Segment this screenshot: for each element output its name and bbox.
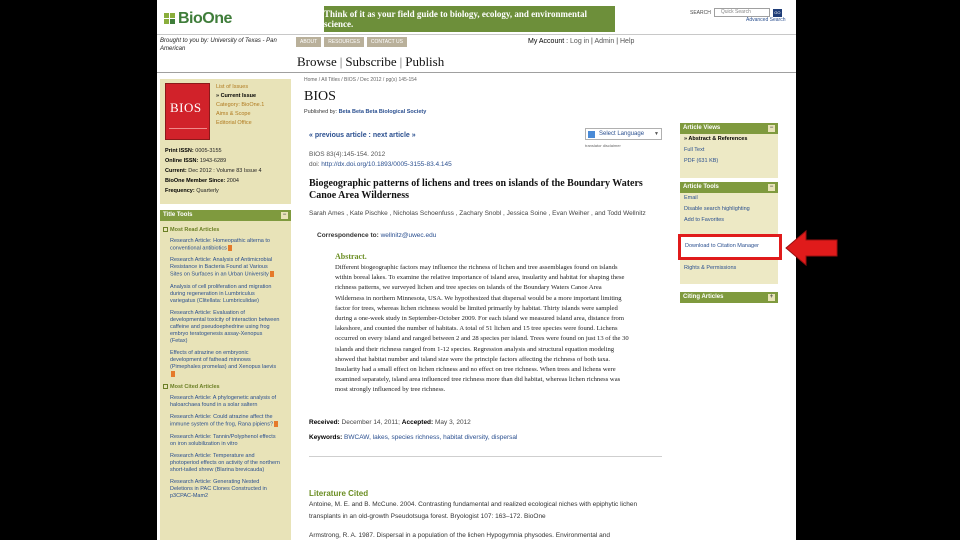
list-item[interactable] xyxy=(160,310,291,345)
logo-mark-icon xyxy=(164,13,176,25)
literature-cited-header: Literature Cited xyxy=(309,489,369,498)
correspondence-label: Correspondence to: xyxy=(317,232,379,239)
pdf-link[interactable]: PDF (631 KB) xyxy=(684,158,719,164)
article-tools-title: Article Tools xyxy=(683,184,719,190)
quick-search xyxy=(690,8,782,17)
google-translate-icon xyxy=(588,131,595,138)
help-link[interactable]: Help xyxy=(620,38,635,45)
next-article-link[interactable]: next article » xyxy=(372,132,416,139)
title-tools-title: Title Tools xyxy=(163,212,193,218)
disable-highlighting-link[interactable]: Disable search highlighting xyxy=(684,206,750,212)
select-language-dropdown[interactable] xyxy=(585,128,662,140)
category-link[interactable]: Category: BioOne.1 xyxy=(216,102,265,108)
article-dates xyxy=(309,419,471,426)
article-views-header[interactable] xyxy=(680,123,778,134)
editorial-office-link[interactable]: Editorial Office xyxy=(216,120,252,126)
translator-disclaimer[interactable]: translator disclaimer xyxy=(585,143,621,148)
online-issn-label: Online ISSN: xyxy=(165,158,199,164)
article-nav: « previous article : next article » xyxy=(309,132,416,139)
authors: Sarah Ames , Kate Pischke , Nicholas Schoenfuss , Zachary Snobl , Jessica Soine , Evan Weiher , and Todd Wellnitz xyxy=(309,210,646,217)
list-item[interactable] xyxy=(160,257,291,278)
doi-link[interactable]: http://dx.doi.org/10.1893/0005-3155-83.4.145 xyxy=(321,160,452,168)
citation: BIOS 83(4):145-154. 2012 xyxy=(309,151,386,158)
banner-ad[interactable]: Think of it as your field guide to biology, ecology, and environmental science. xyxy=(324,6,615,32)
my-account: My Account : Log in | Admin | Help xyxy=(528,38,635,45)
current-issue-link[interactable]: » Current Issue xyxy=(216,93,257,99)
received-date: December 14, 2011; xyxy=(341,419,400,426)
article-tools-panel xyxy=(680,182,778,284)
member-label: BioOne Member Since: xyxy=(165,178,226,184)
print-issn: 0005-3155 xyxy=(195,148,222,154)
keywords xyxy=(309,434,517,441)
list-item[interactable] xyxy=(160,284,291,305)
admin-link[interactable]: Admin xyxy=(594,38,615,45)
accepted-label: Accepted: xyxy=(401,419,434,426)
journal-info-panel xyxy=(160,79,291,204)
collapse-icon[interactable]: − xyxy=(769,125,774,131)
article-link[interactable]: Research Article: Tannin/Polyphenol effects on iron solubilization in vitro xyxy=(170,433,276,447)
title-tools-panel xyxy=(160,210,291,540)
previous-article-link[interactable]: « previous article xyxy=(309,132,367,139)
citation-info xyxy=(309,150,452,169)
pdf-icon[interactable] xyxy=(171,371,175,377)
search-label: SEARCH xyxy=(690,9,711,16)
article-link[interactable]: Research Article: Evaluation of developmental toxicity of interaction between caffeine and pseudoephedrine using frog embryo teratogenesis assay-Xenopus (Fetax) xyxy=(170,309,280,344)
subscribe-link[interactable]: Subscribe xyxy=(345,54,397,69)
download-citation-manager-link[interactable]: Download to Citation Manager xyxy=(678,234,782,260)
article-tools-header[interactable] xyxy=(680,182,778,193)
citing-articles-panel xyxy=(680,292,778,303)
list-item[interactable] xyxy=(160,350,291,378)
breadcrumb[interactable]: Home / All Titles / BIOS / Dec 2012 / pg(s) 145-154 xyxy=(304,77,417,83)
browse-link[interactable]: Browse xyxy=(297,54,337,69)
cover-title: BIOS xyxy=(170,100,202,115)
member-since: 2004 xyxy=(226,178,239,184)
article-link[interactable]: Research Article: Homeopathic alterna to conventional antibiotics xyxy=(170,238,270,252)
nav-contact-us[interactable]: CONTACT US xyxy=(367,37,407,47)
list-of-issues-link[interactable]: List of Issues xyxy=(216,84,249,90)
list-item[interactable] xyxy=(160,453,291,474)
published-by-label: Published by: xyxy=(304,109,338,115)
divider xyxy=(157,34,796,35)
reference-item: Antoine, M. E. and B. McCune. 2004. Contrasting fundamental and realized ecological niches with epiphytic lichen transplants in an old-growth Pseudotsuga forest. Bryologist 107: 163–172. BioOne xyxy=(309,501,638,520)
frequency: Quarterly xyxy=(196,188,219,194)
publish-link[interactable]: Publish xyxy=(405,54,445,69)
bioone-logo[interactable] xyxy=(164,9,232,29)
doi-label: doi: xyxy=(309,160,320,168)
advanced-search-link[interactable]: Advanced Search xyxy=(746,17,786,23)
reference-item: Armstrong, R. A. 1987. Dispersal in a population of the lichen Hypogymnia physodes. Environmental and xyxy=(309,532,610,539)
my-account-label: My Account xyxy=(528,38,565,45)
received-label: Received: xyxy=(309,419,340,426)
article-link[interactable]: Research Article: A phylogenetic analysis of haloarchaea found in a solar saltern xyxy=(170,395,277,409)
abstract-header: Abstract. xyxy=(335,252,367,261)
most-read-header[interactable] xyxy=(160,227,291,233)
pdf-icon[interactable] xyxy=(228,245,232,251)
journal-meta xyxy=(165,146,262,196)
logo-text: BioOne xyxy=(178,10,232,27)
citing-articles-header[interactable] xyxy=(680,292,778,303)
print-issn-label: Print ISSN: xyxy=(165,148,194,154)
publisher-link[interactable]: Beta Beta Beta Biological Society xyxy=(338,109,427,115)
aims-scope-link[interactable]: Aims & Scope xyxy=(216,111,251,117)
correspondence-email[interactable]: wellnitz@uwec.edu xyxy=(380,232,437,239)
online-issn: 1943-6289 xyxy=(199,158,227,164)
nav-about[interactable]: ABOUT xyxy=(296,37,321,47)
frequency-label: Frequency: xyxy=(165,188,195,194)
divider xyxy=(157,72,796,73)
list-item[interactable] xyxy=(160,238,291,252)
journal-title: BIOS xyxy=(304,89,336,104)
select-language-label: Select Language xyxy=(599,131,645,137)
current-label: Current: xyxy=(165,168,187,174)
chevron-down-icon: ▼ xyxy=(654,131,659,137)
citing-articles-title: Citing Articles xyxy=(683,294,724,300)
article-link[interactable]: Research Article: Analysis of Antimicrobial Resistance in Bacteria Found at Various Sites on Surfaces in an Urban University xyxy=(170,257,273,278)
nav-resources[interactable]: RESOURCES xyxy=(324,37,364,47)
list-item[interactable] xyxy=(160,395,291,409)
journal-cover[interactable] xyxy=(165,83,210,140)
list-item[interactable] xyxy=(160,414,291,428)
abstract-text: Different biogeographic factors may influence the richness of lichen and tree assemblages found on islands within boreal lakes. To examine the relative importance of island area, insularity and habitat for shaping these richness patterns, we surveyed lichen and tree species on islands of the Boundary Waters Canoe Area Wilderness in northern Minnesota, USA. We hypothesized that dispersal would be a more important limiting factor for trees, whereas lichen richness would be limited primarily by habitat. Thirty islands were sampled during a one-week study in September-October 2009. For each island we measured island area, distance from lakeshore, and counted the number of habitats. A total of 51 lichen and 15 tree species were found. Lichens occurred on every island and ranged between 2 and 28 species per island. Trees were found on just 13 of the 30 islands and their richness ranged from 1-12 species. Regression analysis and structural equation modeling showed that habitat number and island size were the principle factors affecting the richness of both taxa. Insularity had a small effect on lichen richness and no effect on tree richness. When trees and lichens were examined separately, island area influenced tree richness more than did habitat, whereas lichen richness was most strongly influenced by tree richness. xyxy=(335,264,629,394)
brought-to-you: Brought to you by: University of Texas - Pan American xyxy=(160,38,277,52)
pdf-icon[interactable] xyxy=(270,271,274,277)
journal-links xyxy=(216,83,264,128)
abstract-references-link[interactable]: » Abstract & References xyxy=(684,136,748,142)
title-tools-header[interactable] xyxy=(160,210,291,221)
collapse-icon[interactable]: − xyxy=(282,212,287,218)
article-views-panel xyxy=(680,123,778,178)
email-link[interactable]: Email xyxy=(684,195,698,201)
pdf-icon[interactable] xyxy=(274,421,278,427)
expand-icon[interactable]: + xyxy=(769,294,774,300)
article-link[interactable]: Effects of atrazine on embryonic development of fathead minnows (Pimephales promelas) and Xenopus laevis xyxy=(170,349,277,370)
most-cited-header[interactable] xyxy=(160,384,291,390)
browse-subscribe-publish: Browse | Subscribe | Publish xyxy=(297,54,445,69)
article-title: Biogeographic patterns of lichens and trees on islands of the Boundary Waters Canoe Area Wilderness xyxy=(309,178,643,201)
article-link[interactable]: Research Article: Could atrazine affect the immune system of the frog, Rana pipiens? xyxy=(170,414,274,428)
keyword-links[interactable]: BWCAW, lakes, species richness, habitat diversity, dispersal xyxy=(344,434,518,441)
most-cited-title: Most Cited Articles xyxy=(170,384,220,391)
article-link[interactable]: Research Article: Generating Nested Deletions in PAC Clones Constructed in p3CPAC-Mam2 xyxy=(170,478,267,499)
red-arrow-icon xyxy=(784,228,840,268)
published-by xyxy=(304,109,426,115)
top-nav xyxy=(296,37,407,47)
correspondence xyxy=(317,232,436,239)
checkbox-icon xyxy=(163,227,168,232)
accepted-date: May 3, 2012 xyxy=(435,419,471,426)
full-text-link[interactable]: Full Text xyxy=(684,147,705,153)
search-go-button[interactable]: GO xyxy=(774,9,781,15)
article-link[interactable]: Research Article: Temperature and photoperiod effects on activity of the northern short-tailed shrew (Blarina brevicauda) xyxy=(170,452,280,473)
add-to-favorites-link[interactable]: Add to Favorites xyxy=(684,217,725,223)
page xyxy=(157,0,796,540)
article-link[interactable]: Analysis of cell proliferation and migration during regeneration in Lumbriculus variegatus (Clitellata: Lumbriculidae) xyxy=(170,283,272,304)
article-views-title: Article Views xyxy=(683,125,721,131)
current-issue: Dec 2012 : Volume 83 Issue 4 xyxy=(188,168,262,174)
list-item[interactable] xyxy=(160,479,291,500)
divider xyxy=(309,456,662,457)
keywords-label: Keywords: xyxy=(309,434,343,441)
login-link[interactable]: Log in xyxy=(570,38,590,45)
search-input[interactable]: Quick Search xyxy=(714,8,770,17)
most-read-title: Most Read Articles xyxy=(170,227,220,233)
list-item[interactable] xyxy=(160,434,291,448)
checkbox-icon xyxy=(163,384,168,389)
rights-permissions-link[interactable]: Rights & Permissions xyxy=(684,265,737,271)
collapse-icon[interactable]: − xyxy=(769,184,774,190)
